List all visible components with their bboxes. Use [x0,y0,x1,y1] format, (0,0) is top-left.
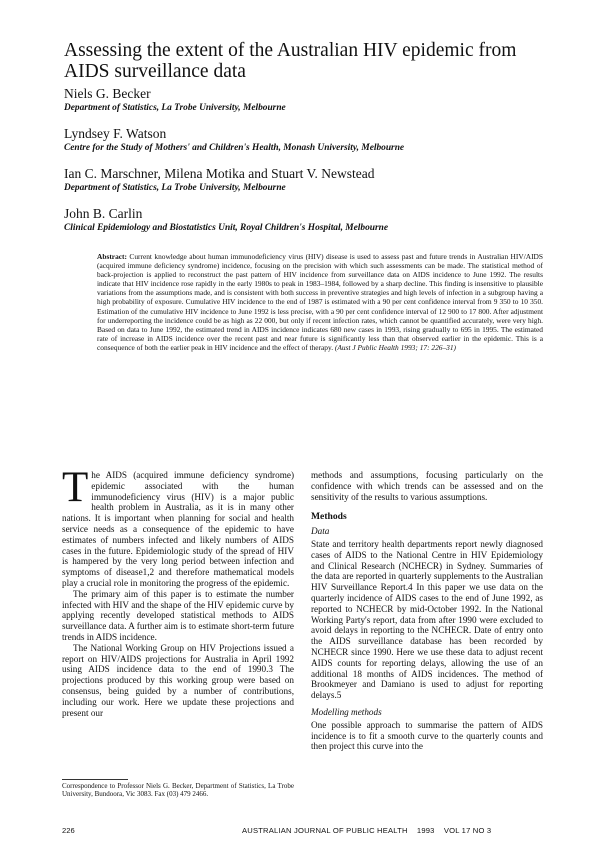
intro-paragraph-2: The primary aim of this paper is to estimate the number infected with HIV and the shape of the HIV epidemic curve by applying recently developed statistical methods to AIDS surveillance data. A further aim is to estimate short-term future trends in AIDS incidence. [62,588,294,642]
author-2-name: Lyndsey F. Watson [64,126,167,141]
author-3-name: Ian C. Marschner, Milena Motika and Stuart V. Newstead [64,166,375,181]
author-1-name: Niels G. Becker [64,86,151,101]
abstract-text: Current knowledge about human immunodeficiency virus (HIV) disease is used to assess past and future trends in Australian HIV/AIDS (acquired immune deficiency syndrome) incidence, focusing on the precision with which such assessments can be made. The statistical method of back-projection is applied to reconstruct the past pattern of HIV incidence from surveillance data on AIDS incidence to June 1992. The results indicate that HIV incidence rose rapidly in the early 1980s to peak in 1983–1984, followed by a sharp decline. This finding is insensitive to plausible variations from the assumptions made, and is consistent with both success in preventive strategies and high levels of infection in a subgroup having a high probability of exposure. Cumulative HIV incidence to the end of 1987 is estimated with a 90 per cent confidence interval from 9 350 to 10 350. Estimation of the cumulative HIV incidence to June 1992 is less precise, with a 90 per cent confidence interval of 12 900 to 17 800. After adjustment for underreporting the incidence could be as high as 22 000, but only if recent infection rates, which cannot be quantified accurately, were very high. Based on data to June 1992, the estimated trend in AIDS incidence indicates 680 new cases in 1993, rising gradually to 695 in 1995. The estimated rate of increase in AIDS incidence over the recent past and near future is significantly less than that observed earlier in the epidemic. This is a consequence of both the earlier peak in HIV incidence and the effect of therapy. [97,252,543,352]
body-column-left [62,470,294,772]
drop-cap: T [62,470,89,511]
intro-continuation: methods and assumptions, focusing particularly on the confidence with which trends can be assessed and on the sensitivity of the results to various assumptions. [311,470,543,502]
intro-paragraph-1: The AIDS (acquired immune deficiency syndrome) epidemic associated with the human immunodeficiency virus (HIV) is a major public health problem in Australia, as it is in many other nations. It is important when planning for social and health service needs as a consequence of the epidemic to have estimates of numbers infected and likely numbers of AIDS cases in the future. Epidemiologic study of the spread of HIV is hampered by the very long period between infection and symptoms of disease1,2 and therefore mathematical models play a crucial role in monitoring the progress of the epidemic. [62,470,294,588]
data-subheading: Data [311,526,330,537]
journal-running-footer: AUSTRALIAN JOURNAL OF PUBLIC HEALTH 1993 VOL 17 NO 3 [242,826,492,835]
page-footer [62,826,538,838]
author-4-affiliation: Clinical Epidemiology and Biostatistics Unit, Royal Children's Hospital, Melbourne [64,223,389,233]
body-column-right [311,470,543,812]
data-paragraph: State and territory health departments report newly diagnosed cases of AIDS to the National Centre in HIV Epidemiology and Clinical Research (NCHECR) in Sydney. Summaries of the data are reported in quarterly supplements to the Australian HIV Surveillance Report.4 In this paper we use data on the quarterly incidence of AIDS cases to the end of June 1992, as reported to NCHECR by mid-October 1992. In the National Working Party's report, data from after 1990 were excluded to avoid delays in reporting to the NCHECR. Date of entry onto the AIDS surveillance database has been recorded by NCHECR since 1990. Here we use these data to adjust recent AIDS counts for reporting delays, allowing the use of an additional 18 months of AIDS incidences. The method of Brookmeyer and Damiano is used to adjust for reporting delays.5 [311,538,543,701]
article-title: Assessing the extent of the Australian HIV epidemic from AIDS surveillance data [64,40,517,82]
author-1-affiliation: Department of Statistics, La Trobe University, Melbourne [64,103,286,113]
intro-paragraph-3: The National Working Group on HIV Projections issued a report on HIV/AIDS projections for Australia in April 1992 using AIDS incidence data to the end of 1990.3 The projections produced by this working group were based on consensus, being guided by a number of contributions, including our work. Here we update these projections and present our [62,642,294,718]
modelling-paragraph: One possible approach to summarise the pattern of AIDS incidence is to fit a smooth curve to the quarterly counts and then project this curve into the [311,719,543,752]
page-number: 226 [62,826,75,835]
author-3-affiliation: Department of Statistics, La Trobe University, Melbourne [64,183,286,193]
author-2-affiliation: Centre for the Study of Mothers' and Children's Health, Monash University, Melbourne [64,143,405,153]
abstract [97,252,543,462]
footnote-rule [62,779,128,780]
methods-heading: Methods [311,511,347,523]
correspondence-footnote: Correspondence to Professor Niels G. Becker, Department of Statistics, La Trobe University, Bundoora, Vic 3083. Fax (03) 479 2466. [62,782,294,799]
abstract-citation: (Aust J Public Health 1993; 17: 226–31) [334,342,457,352]
author-4-name: John B. Carlin [64,206,143,221]
modelling-subheading: Modelling methods [311,706,382,717]
abstract-label: Abstract: [97,252,127,261]
